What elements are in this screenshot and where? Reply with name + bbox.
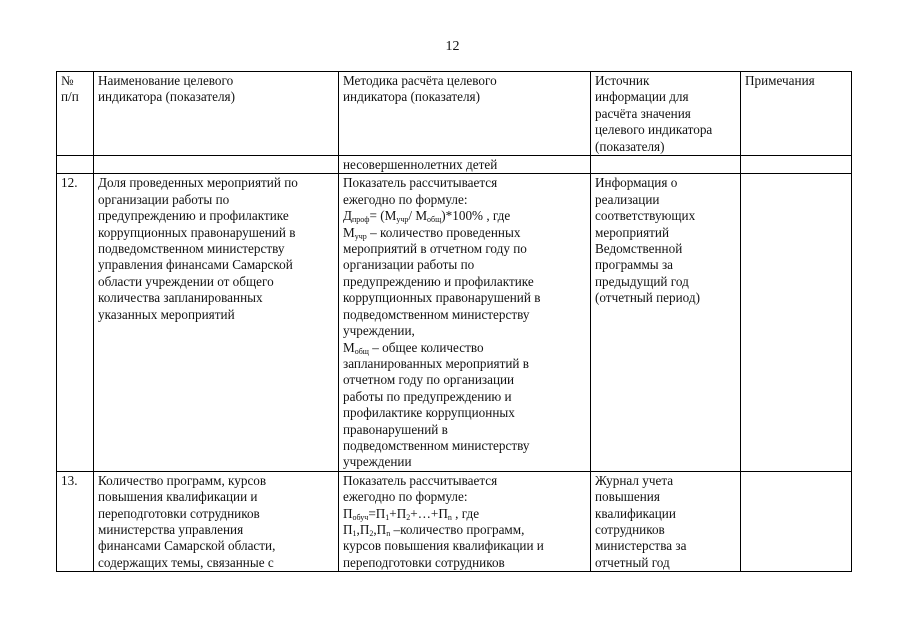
row13-name: Количество программ, курсов повышения квалификации и переподготовки сотрудников министерства управления финансами Самарской области, содержащих темы, связанные с [98, 472, 276, 570]
mobsh-sub: общ [354, 346, 369, 356]
formula-tail: )*100% , где [441, 208, 511, 224]
formula-m1-sub: учр [396, 215, 409, 225]
cont-num-cell [57, 156, 94, 174]
table-header-row [57, 72, 852, 156]
formula-m2-sub: общ [427, 215, 442, 225]
formula-s1: 1 [385, 512, 390, 522]
row12-mobsh-line [343, 340, 586, 356]
row12-notes-cell [741, 174, 852, 471]
cont-method-cell [339, 156, 591, 174]
header-name [94, 72, 339, 156]
row13-formula [343, 506, 586, 522]
formula-slash: / М [408, 208, 428, 224]
formula-dots: +…+П [410, 505, 448, 521]
formula-p: П [343, 505, 353, 521]
header-notes [741, 72, 852, 156]
row13-plist-line [343, 522, 586, 538]
row12-name: Доля проведенных мероприятий по организации работы по предупреждению и профилактике коррупционных правонарушений в подведомственном министерству управления финансами Самарской области учреждении от общего количества запланированных указанных мероприятий [98, 175, 298, 322]
cont-notes-cell [741, 156, 852, 174]
table-row-13 [57, 471, 852, 571]
row12-source: Информация о реализации соответствующих мероприятий Ведомственной программы за предыдущий год (отчетный период) [595, 175, 700, 306]
plist-sn: n [386, 528, 391, 538]
row13-source: Журнал учета повышения квалификации сотрудников министерства за отчетный год [595, 472, 687, 570]
table-row-12 [57, 174, 852, 471]
page-number: 12 [445, 39, 460, 54]
header-num-text: № п/п [61, 73, 79, 105]
muchr-m: М [343, 224, 355, 240]
indicator-table [56, 71, 852, 572]
row13-plist-rest: курсов повышения квалификации и переподготовки сотрудников [343, 538, 544, 570]
muchr-sub: учр [354, 231, 367, 241]
table-row-continuation [57, 156, 852, 174]
cont-source-cell [591, 156, 741, 174]
row13-method-intro: Показатель рассчитывается ежегодно по формуле: [343, 472, 498, 505]
cont-name-cell [94, 156, 339, 174]
header-notes-text: Примечания [745, 73, 815, 88]
header-num [57, 72, 94, 156]
row12-muchr-line [343, 225, 586, 241]
plist-s1: 1 [352, 528, 357, 538]
formula-sn: n [447, 512, 452, 522]
mobsh-text-first: – общее количество [368, 339, 484, 355]
header-name-text: Наименование целевого индикатора (показателя) [98, 73, 236, 105]
row13-num-cell [57, 471, 94, 571]
formula-eq-open: = (М [369, 208, 397, 224]
row12-muchr-rest: мероприятий в отчетном году по организации работы по предупреждению и профилактике коррупционных правонарушений в подведомственном министерству учреждении, [343, 241, 541, 339]
cont-method-text: несовершеннолетних детей [343, 157, 498, 173]
formula-plus1: +П [389, 505, 407, 521]
row13-num: 13. [61, 472, 78, 488]
row13-method-cell [339, 471, 591, 571]
row13-source-cell [591, 471, 741, 571]
mobsh-m: М [343, 339, 355, 355]
plist-s2: 2 [369, 528, 374, 538]
plist-text-first: –количество программ, [390, 521, 525, 537]
row12-method-cell [339, 174, 591, 471]
header-method [339, 72, 591, 156]
plist-p2: ,П [356, 521, 370, 537]
row12-mobsh-rest: запланированных мероприятий в отчетном году по организации работы по предупреждению и профилактике коррупционных правонарушений в подведомственном министерству учреждении [343, 355, 530, 470]
header-source-text: Источник информации для расчёта значения целевого индикатора (показателя) [595, 73, 713, 154]
formula-s2: 2 [406, 512, 411, 522]
row12-name-cell [94, 174, 339, 471]
header-method-text: Методика расчёта целевого индикатора (показателя) [343, 73, 497, 105]
formula-p-tail: , где [451, 505, 480, 521]
formula-p-sub: обуч [352, 512, 369, 522]
row12-source-cell [591, 174, 741, 471]
formula-d-sub: проф [352, 215, 370, 225]
header-source [591, 72, 741, 156]
plist-p3: ,П [373, 521, 387, 537]
row13-name-cell [94, 471, 339, 571]
formula-p-eq: =П [368, 505, 386, 521]
formula-d: Д [343, 208, 352, 224]
row12-formula [343, 208, 586, 224]
row13-notes-cell [741, 471, 852, 571]
row12-method-intro: Показатель рассчитывается ежегодно по формуле: [343, 175, 498, 207]
muchr-text-first: – количество проведенных [366, 224, 521, 240]
plist-p1: П [343, 521, 353, 537]
row12-num: 12. [61, 175, 78, 191]
row12-num-cell [57, 174, 94, 471]
